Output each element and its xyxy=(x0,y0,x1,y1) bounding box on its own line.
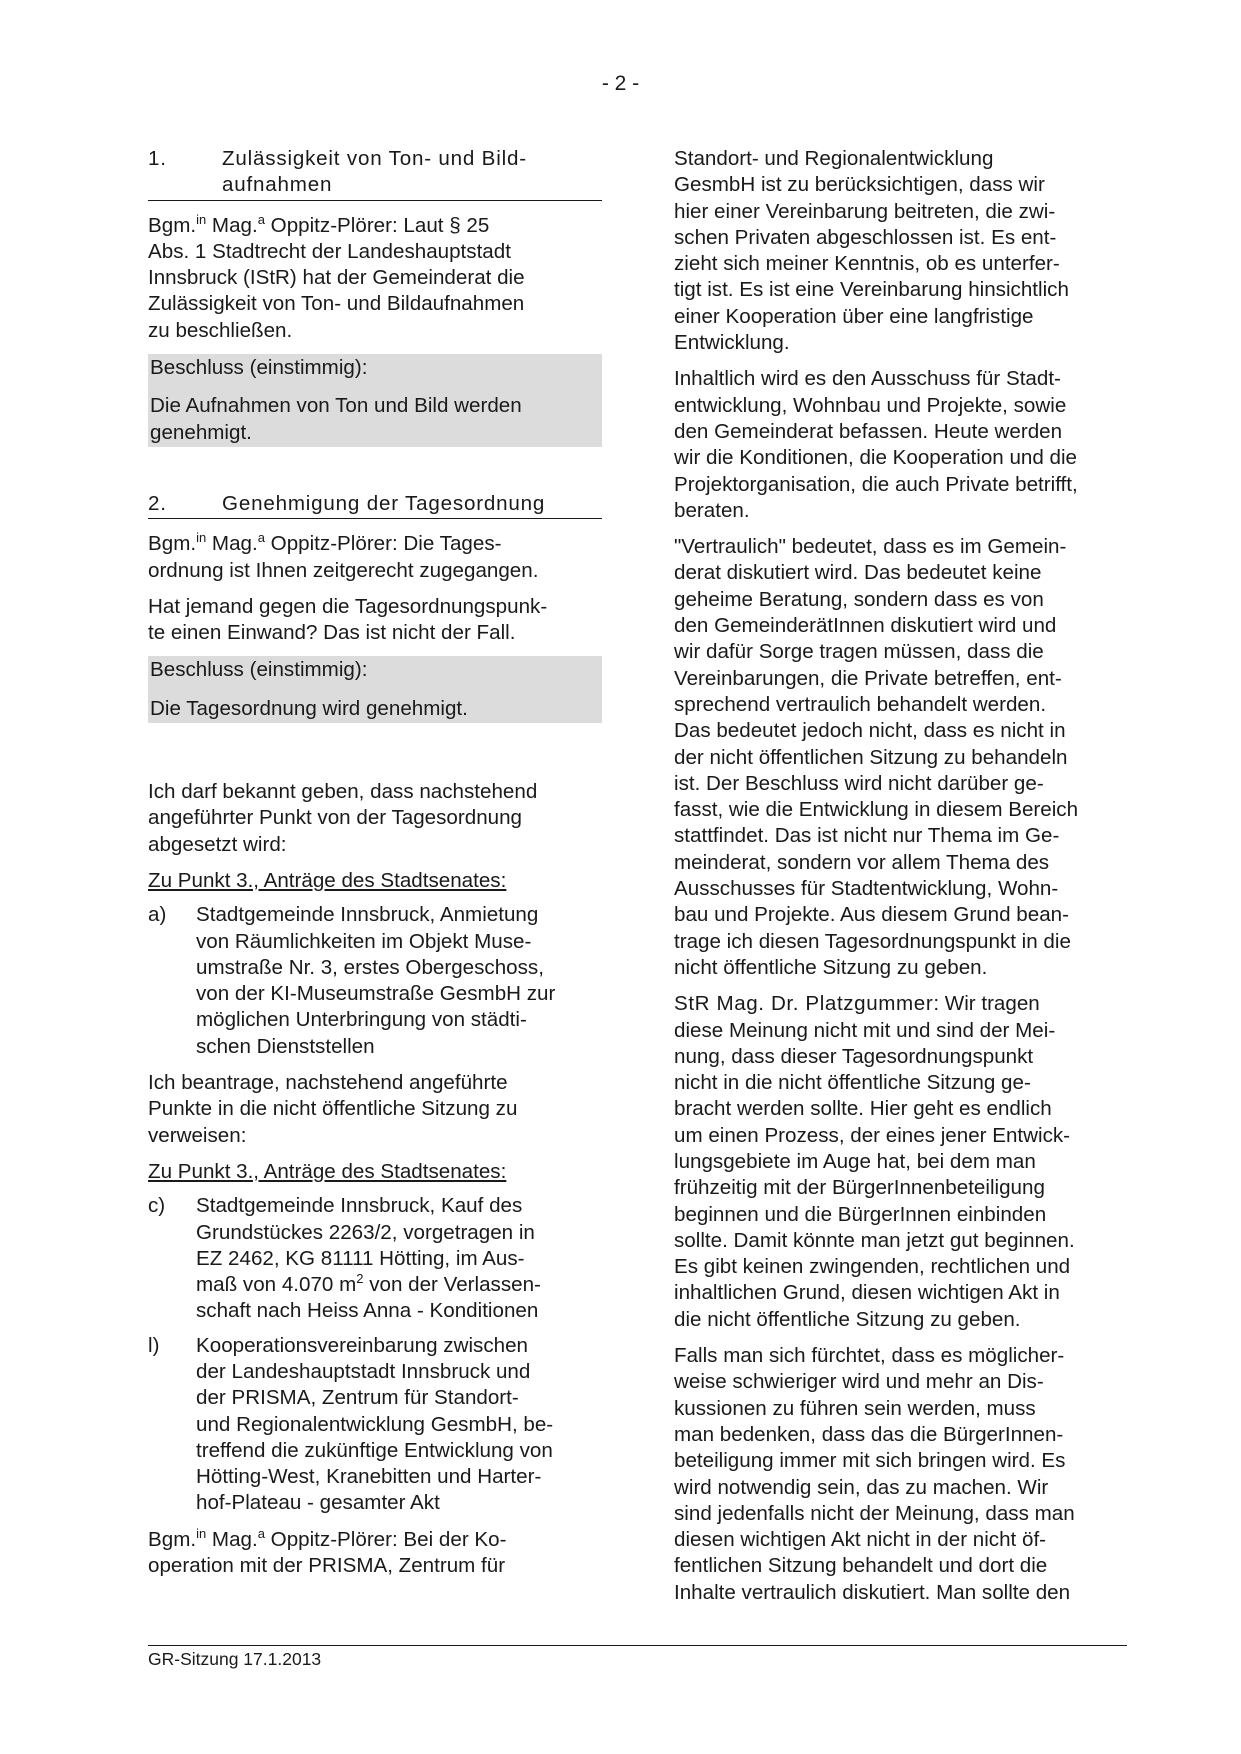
speaker-line xyxy=(148,1527,602,1553)
text-line: geheime Beratung, sondern dass es von xyxy=(674,587,1044,611)
resolution-label: Beschluss (einstimmig): xyxy=(150,356,368,380)
superscript: a xyxy=(257,530,265,546)
speaker-text: Oppitz-Plörer: Die Tages- xyxy=(264,532,502,556)
text-line: zu beschließen. xyxy=(148,318,293,342)
agenda-item-l xyxy=(148,1333,602,1517)
text-line: lungsgebiete im Auge hat, bei dem man xyxy=(674,1149,1036,1173)
text-span: von der Verlassen- xyxy=(363,1273,541,1297)
text-line: "Vertraulich" bedeutet, dass es im Gemein- xyxy=(674,535,1067,559)
text-line: Ausschusses für Stadtentwicklung, Wohn- xyxy=(674,877,1059,901)
agenda-item-a xyxy=(148,902,602,1060)
text-line: der PRISMA, Zentrum für Standort- xyxy=(196,1386,519,1410)
text-line: entwicklung, Wohnbau und Projekte, sowie xyxy=(674,393,1067,417)
text-line: wird notwendig sein, das zu machen. Wir xyxy=(674,1475,1049,1499)
text-line: Punkte in die nicht öffentliche Sitzung zu xyxy=(148,1097,518,1121)
speaker-title: Bgm. xyxy=(148,532,197,556)
text-line: sind jedenfalls nicht der Meinung, dass man xyxy=(674,1501,1075,1525)
text-line: schaft nach Heiss Anna - Konditionen xyxy=(196,1299,539,1323)
section-2-resolution xyxy=(148,656,602,723)
text-line: Inhaltlich wird es den Ausschuss für Stadt- xyxy=(674,367,1061,391)
text-line: Ich darf bekannt geben, dass nachstehend xyxy=(148,780,538,804)
text-line: Grundstückes 2263/2, vorgetragen in xyxy=(196,1220,535,1244)
item-label: c) xyxy=(148,1194,166,1218)
text-line: der Landeshauptstadt Innsbruck und xyxy=(196,1359,531,1383)
paragraph-3 xyxy=(674,534,1134,981)
text-line: Falls man sich fürchtet, dass es möglicher- xyxy=(674,1344,1065,1368)
text-line: Hat jemand gegen die Tagesordnungspunk- xyxy=(148,594,548,618)
text-line: nicht in die nicht öffentliche Sitzung ge- xyxy=(674,1071,1031,1095)
resolution-text: genehmigt. xyxy=(150,420,252,444)
text-line: umstraße Nr. 3, erstes Obergeschoss, xyxy=(196,955,544,979)
superscript: a xyxy=(257,211,265,227)
item-text xyxy=(196,902,602,1060)
section-2-title: Genehmigung der Tagesordnung xyxy=(222,491,546,515)
agenda-reference: Zu Punkt 3., Anträge des Stadtsenates: xyxy=(148,1159,507,1183)
text-line: beginnen und die BürgerInnen einbinden xyxy=(674,1202,1047,1226)
text-line: tigt ist. Es ist eine Vereinbarung hinsichtlich xyxy=(674,278,1069,302)
speaker-name: StR Mag. Dr. Platzgummer xyxy=(674,992,934,1016)
text-line: stattfindet. Das ist nicht nur Thema im Ge- xyxy=(674,824,1060,848)
text-line: sprechend vertraulich behandelt werden. xyxy=(674,692,1047,716)
text-line: den Gemeinderat befassen. Heute werden xyxy=(674,419,1063,443)
item-label: l) xyxy=(148,1333,160,1357)
text-line: zieht sich meiner Kenntnis, ob es unterfer- xyxy=(674,252,1060,276)
section-1-title-line: Zulässigkeit von Ton- und Bild- xyxy=(222,147,527,170)
text-line: derat diskutiert wird. Das bedeutet keine xyxy=(674,561,1042,585)
speaker-line xyxy=(148,531,602,557)
speaker-text: : Wir tragen xyxy=(933,992,1040,1016)
text-line: möglichen Unterbringung von städti- xyxy=(196,1008,527,1032)
item-text xyxy=(196,1193,602,1324)
paragraph-2 xyxy=(674,366,1134,524)
resolution-label: Beschluss (einstimmig): xyxy=(150,658,368,682)
text-line: Abs. 1 Stadtrecht der Landeshauptstadt xyxy=(148,239,511,263)
text-line: Innsbruck (IStR) hat der Gemeinderat die xyxy=(148,266,525,290)
text-line: operation mit der PRISMA, Zentrum für xyxy=(148,1554,506,1578)
text-line: treffend die zukünftige Entwicklung von xyxy=(196,1438,553,1462)
text-line: inhaltlichen Grund, diesen wichtigen Akt in xyxy=(674,1281,1060,1305)
text-line: Standort- und Regionalentwicklung xyxy=(674,147,994,170)
text-line: meinderat, sondern vor allem Thema des xyxy=(674,850,1050,874)
text-line: hier einer Vereinbarung beitreten, die zwi- xyxy=(674,199,1056,223)
text-line: Ich beantrage, nachstehend angeführte xyxy=(148,1071,508,1095)
motion-paragraph xyxy=(148,1070,602,1149)
section-2-question xyxy=(148,594,602,647)
speaker-title: Bgm. xyxy=(148,213,197,237)
text-line: man bedenken, dass das die BürgerInnen- xyxy=(674,1422,1064,1446)
text-line: wir die Konditionen, die Kooperation und die xyxy=(674,446,1078,470)
text-line: beteiligung immer mit sich bringen wird. Es xyxy=(674,1449,1066,1473)
text-line: schen Privaten abgeschlossen ist. Es ent- xyxy=(674,225,1057,249)
speaker-text: Oppitz-Plörer: Bei der Ko- xyxy=(264,1527,507,1551)
left-column xyxy=(148,146,602,1579)
right-column xyxy=(674,146,1134,1606)
text-line: ordnung ist Ihnen zeitgerecht zugegangen. xyxy=(148,558,539,582)
text-line: ist. Der Beschluss wird nicht darüber ge- xyxy=(674,771,1044,795)
superscript: in xyxy=(196,1525,207,1541)
item-text xyxy=(196,1333,602,1517)
speaker-title: Bgm. xyxy=(148,1527,197,1551)
text-line: frühzeitig mit der BürgerInnenbeteiligung xyxy=(674,1176,1045,1200)
announcement-paragraph xyxy=(148,779,602,858)
text-line xyxy=(196,1272,602,1298)
text-line: diesen wichtigen Akt nicht in der nicht öf- xyxy=(674,1528,1047,1552)
text-line: Hötting-West, Kranebitten und Harter- xyxy=(196,1465,542,1489)
section-2-number: 2. xyxy=(148,491,167,515)
superscript: in xyxy=(196,530,207,546)
text-line: der nicht öffentlichen Sitzung zu behandeln xyxy=(674,745,1068,769)
speaker-line xyxy=(148,213,602,239)
text-line: GesmbH ist zu berücksichtigen, dass wir xyxy=(674,173,1045,197)
superscript: a xyxy=(257,1525,265,1541)
resolution-text: Die Aufnahmen von Ton und Bild werden xyxy=(150,394,522,418)
section-1-resolution xyxy=(148,354,602,447)
speaker-degree: Mag. xyxy=(206,532,258,556)
text-line: die nicht öffentliche Sitzung zu geben. xyxy=(674,1307,1021,1331)
text-line: angeführter Punkt von der Tagesordnung xyxy=(148,806,523,830)
text-line: EZ 2462, KG 81111 Hötting, im Aus- xyxy=(196,1246,525,1270)
superscript: in xyxy=(196,211,207,227)
section-1-title xyxy=(222,146,602,199)
text-line: nung, dass dieser Tagesordnungspunkt xyxy=(674,1044,1034,1068)
text-line: Stadtgemeinde Innsbruck, Anmietung xyxy=(196,903,539,927)
text-line: den GemeinderätInnen diskutiert wird und xyxy=(674,614,1057,638)
paragraph-4 xyxy=(674,991,1134,1333)
section-1-title-line: aufnahmen xyxy=(222,173,333,197)
agenda-item-c xyxy=(148,1193,602,1324)
text-line: fentlichen Sitzung behandelt und dort die xyxy=(674,1554,1048,1578)
text-span: maß von 4.070 m xyxy=(196,1273,357,1297)
text-line: Zulässigkeit von Ton- und Bildaufnahmen xyxy=(148,292,525,316)
text-line: Entwicklung. xyxy=(674,331,790,355)
text-line: Stadtgemeinde Innsbruck, Kauf des xyxy=(196,1194,523,1218)
superscript: 2 xyxy=(356,1271,364,1287)
speaker-line xyxy=(674,991,1134,1017)
text-line: von Räumlichkeiten im Objekt Muse- xyxy=(196,929,532,953)
text-line: Das bedeutet jedoch nicht, dass es nicht in xyxy=(674,719,1066,743)
text-line: schen Dienststellen xyxy=(196,1034,375,1058)
section-1-statement xyxy=(148,213,602,344)
text-line: wir dafür Sorge tragen müssen, dass die xyxy=(674,640,1044,664)
speaker-degree: Mag. xyxy=(206,1527,258,1551)
agenda-reference: Zu Punkt 3., Anträge des Stadtsenates: xyxy=(148,868,507,892)
text-line: kussionen zu führen sein werden, muss xyxy=(674,1396,1036,1420)
text-line: Inhalte vertraulich diskutiert. Man sollte den xyxy=(674,1580,1071,1604)
section-2-statement xyxy=(148,531,602,584)
text-line: hof-Plateau - gesamter Akt xyxy=(196,1491,440,1515)
section-1-heading xyxy=(148,146,602,201)
page-footer: GR-Sitzung 17.1.2013 xyxy=(148,1645,1127,1670)
text-line: einer Kooperation über eine langfristige xyxy=(674,304,1034,328)
text-line: um einen Prozess, der eines jener Entwick- xyxy=(674,1123,1071,1147)
text-line: weise schwieriger wird und mehr an Dis- xyxy=(674,1370,1044,1394)
item-label: a) xyxy=(148,903,167,927)
speaker-degree: Mag. xyxy=(206,213,258,237)
section-2-heading xyxy=(148,491,602,519)
text-line: sollte. Damit könnte man jetzt gut beginnen. xyxy=(674,1228,1075,1252)
resolution-text: Die Tagesordnung wird genehmigt. xyxy=(150,696,468,720)
section-3-statement xyxy=(148,1527,602,1580)
text-line: und Regionalentwicklung GesmbH, be- xyxy=(196,1412,554,1436)
text-line: bracht werden sollte. Hier geht es endlich xyxy=(674,1097,1052,1121)
text-line: Vereinbarungen, die Private betreffen, ent- xyxy=(674,666,1062,690)
text-line: te einen Einwand? Das ist nicht der Fall. xyxy=(148,621,516,645)
paragraph-5 xyxy=(674,1343,1134,1606)
text-line: bau und Projekte. Aus diesem Grund bean- xyxy=(674,903,1069,927)
page-number: - 2 - xyxy=(601,72,640,95)
text-line: verweisen: xyxy=(148,1123,247,1147)
text-line: von der KI-Museumstraße GesmbH zur xyxy=(196,982,556,1006)
text-line: Projektorganisation, die auch Private betrifft, xyxy=(674,472,1078,496)
text-line: nicht öffentliche Sitzung zu geben. xyxy=(674,955,988,979)
text-line: beraten. xyxy=(674,498,750,522)
text-line: fasst, wie die Entwicklung in diesem Bereich xyxy=(674,798,1079,822)
paragraph-1 xyxy=(674,146,1134,356)
text-line: Kooperationsvereinbarung zwischen xyxy=(196,1333,528,1357)
text-line: Es gibt keinen zwingenden, rechtlichen und xyxy=(674,1255,1071,1279)
text-line: abgesetzt wird: xyxy=(148,832,287,856)
text-line: trage ich diesen Tagesordnungspunkt in die xyxy=(674,929,1071,953)
section-1-number: 1. xyxy=(148,147,167,170)
speaker-text: Oppitz-Plörer: Laut § 25 xyxy=(264,213,490,237)
text-line: diese Meinung nicht mit und sind der Mei- xyxy=(674,1018,1056,1042)
